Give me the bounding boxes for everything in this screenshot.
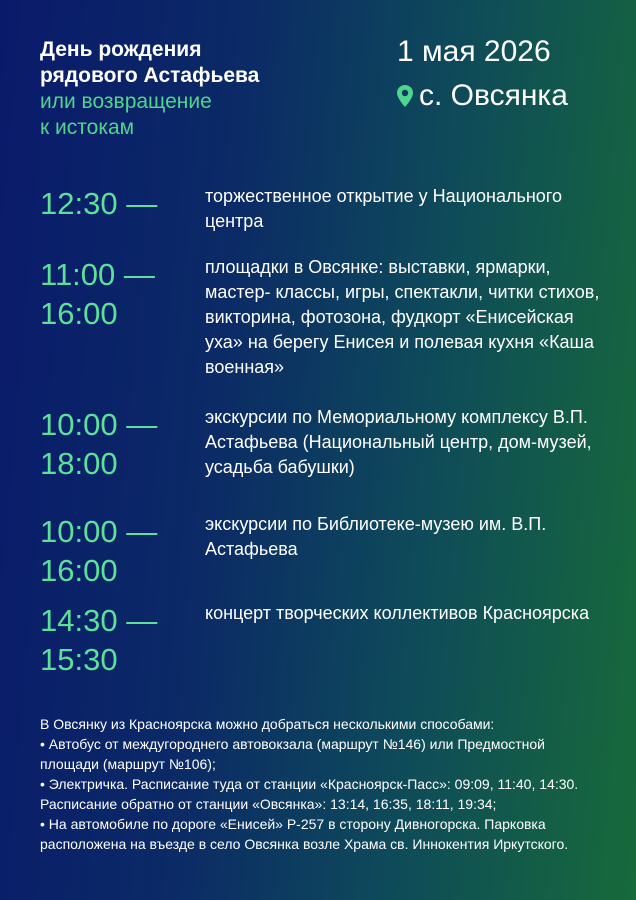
schedule-description: торжественное открытие у Национального центра <box>205 186 562 231</box>
time-start: 11:00 — <box>40 257 155 292</box>
schedule-description: экскурсии по Мемориальному комплексу В.П. Астафьева (Национальный центр, дом-музей, усадьба бабушки) <box>205 407 592 477</box>
time-end: 16:00 <box>40 296 118 331</box>
schedule-time <box>40 405 200 483</box>
schedule-description: концерт творческих коллективов Красноярска <box>205 603 590 623</box>
schedule-time <box>40 512 200 590</box>
title-line-2: рядового Астафьева <box>40 64 260 87</box>
place-label: с. Овсянка <box>419 79 568 112</box>
time-end: 18:00 <box>40 446 118 481</box>
time-start: 10:00 — <box>40 407 158 442</box>
time-end: 15:30 <box>40 642 118 677</box>
schedule-time <box>40 601 200 679</box>
time-start: 10:00 — <box>40 514 158 549</box>
travel-bullet: • Автобус от междугороднего автовокзала (маршрут №146) или Предмостной площади (маршрут №106); <box>40 736 545 772</box>
subtitle-line-1: или возвращение <box>40 90 212 113</box>
travel-info <box>40 714 600 854</box>
title-line-1: День рождения <box>40 38 202 61</box>
time-start: 12:30 — <box>40 186 158 221</box>
map-pin-icon <box>397 85 413 107</box>
schedule-description: экскурсии по Библиотеке-музею им. В.П. Астафьева <box>205 514 547 559</box>
schedule-time <box>40 184 200 223</box>
event-date: 1 мая 2026 <box>397 35 551 68</box>
event-place <box>397 78 568 114</box>
event-title <box>40 37 370 141</box>
schedule-description: площадки в Овсянке: выставки, ярмарки, мастер- классы, игры, спектакли, читки стихов, викторина, фотозона, фудкорт «Енисейская уха» на берегу Енисея и полевая кухня «Каша военная» <box>205 257 600 377</box>
time-start: 14:30 — <box>40 603 158 638</box>
schedule-time <box>40 255 200 333</box>
travel-intro: В Овсянку из Красноярска можно добраться несколькими способами: <box>40 716 495 732</box>
travel-bullet: • На автомобиле по дороге «Енисей» Р-257 в сторону Дивногорска. Парковка расположена на въезде в село Овсянка возле Храма св. Иннокентия Иркутского. <box>40 816 569 852</box>
subtitle-line-2: к истокам <box>40 116 135 139</box>
travel-bullet: • Электричка. Расписание туда от станции «Красноярск-Пасс»: 09:09, 11:40, 14:30. Расписание обратно от станции «Овсянка»: 13:14, 16:35, 18:11, 19:34; <box>40 776 579 812</box>
time-end: 16:00 <box>40 553 118 588</box>
